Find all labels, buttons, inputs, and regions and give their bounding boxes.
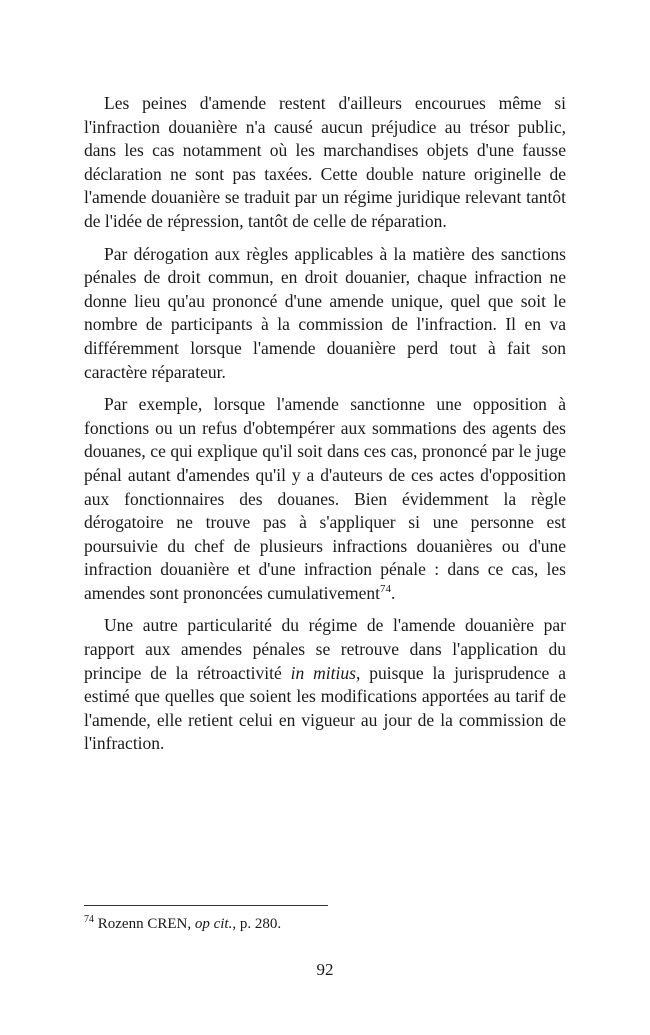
paragraph-3-text: Par exemple, lorsque l'amende sanctionne une opposition à fonctions ou un refus d'obtempérer aux sommations des agents des douanes, ce qui explique qu'il soit dans ces cas, prononcé par le juge pénal autant d'amendes qu'il y a d'auteurs de ces actes d'opposition aux fonctionnaires des douanes. Bien évidemment la règle dérogatoire ne trouve pas à s'appliquer si une personne est poursuivie du chef de plusieurs infractions douanières ou d'une infraction douanière et d'une infraction pénale : dans ce cas, les amendes sont prononcées cumulativement <box>84 394 566 603</box>
footnote <box>84 914 281 934</box>
footnote-number: 74 <box>84 914 94 925</box>
page-number: 92 <box>316 960 334 979</box>
footnote-separator <box>84 905 328 906</box>
paragraph-1 <box>84 92 566 234</box>
page-body <box>84 92 566 765</box>
paragraph-4-text-start: Une autre particularité du régime de l'amende douanière par rapport aux amendes pénales se retrouve dans l'application du principe de la rétroactivité <box>84 615 566 683</box>
paragraph-4-italic: in mitius <box>290 662 356 683</box>
paragraph-4 <box>84 614 566 756</box>
footnote-italic: op cit. <box>194 916 233 932</box>
paragraph-4-text-end: , puisque la jurisprudence a estimé que quelles que soient les modifications apportées au tarif de l'amende, elle retient celui en vigueur au jour de la commission de l'infraction. <box>84 662 566 754</box>
paragraph-1-text: Les peines d'amende restent d'ailleurs encourues même si l'infraction douanière n'a causé aucun préjudice au trésor public, dans les cas notamment où les marchandises objets d'une fausse déclaration ne sont pas taxées. Cette double nature originelle de l'amende douanière se traduit par un régime juridique relevant tantôt de l'idée de répression, tantôt de celle de réparation. <box>84 93 566 231</box>
footnote-rest: , p. 280. <box>232 916 282 932</box>
paragraph-3-end: . <box>390 582 396 603</box>
paragraph-3 <box>84 393 566 605</box>
paragraph-2 <box>84 243 566 385</box>
paragraph-2-text: Par dérogation aux règles applicables à la matière des sanctions pénales de droit commun, en droit douanier, chaque infraction ne donne lieu qu'au prononcé d'une amende unique, quel que soit le nombre de participants à la commission de l'infraction. Il en va différemment lorsque l'amende douanière perd tout à fait son caractère réparateur. <box>84 243 566 382</box>
footnote-author: Rozenn CREN, <box>94 916 195 932</box>
footnote-reference[interactable]: 74 <box>379 582 391 595</box>
